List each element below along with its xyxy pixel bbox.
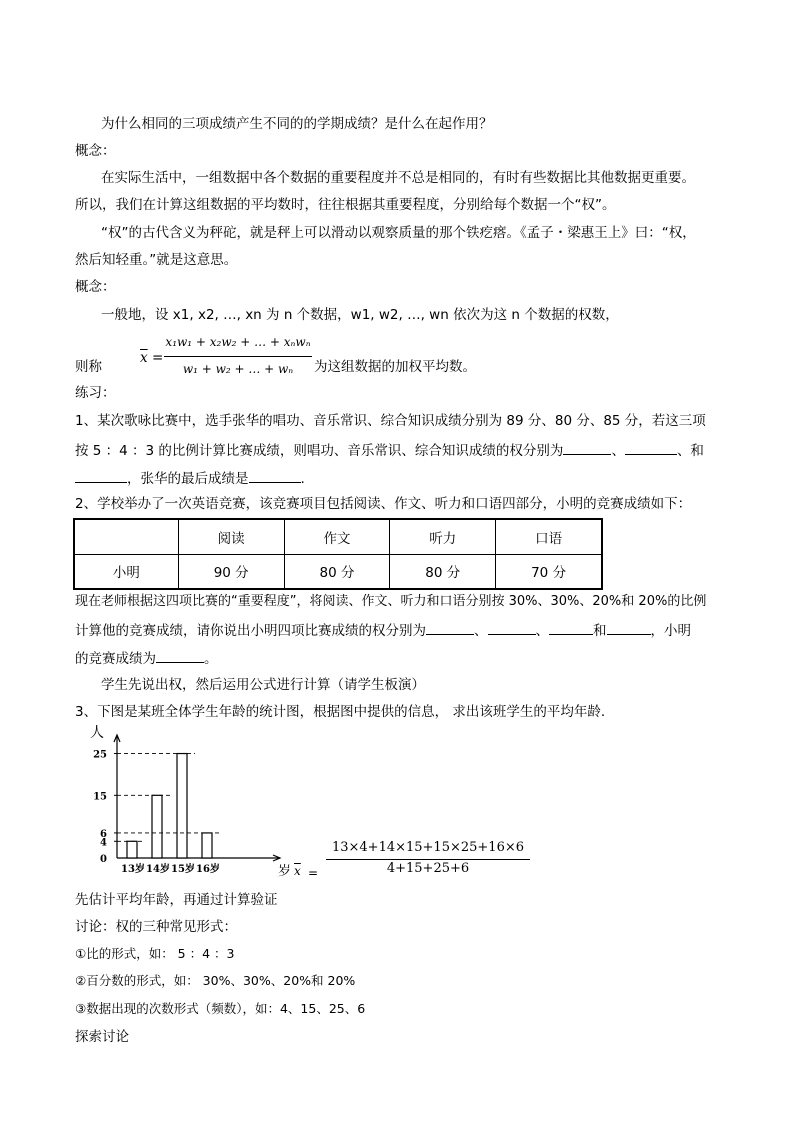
- table-header-row: [74, 519, 602, 554]
- table-row: [74, 554, 602, 589]
- question-1-line2: [75, 440, 704, 460]
- weight-form-1: ①比的形式，如： 5 ：4 ：3: [75, 946, 235, 961]
- formula-denominator: w₁ + w₂ + … + wₙ: [182, 362, 294, 376]
- question-2: 2、学校举办了一次英语竞赛，该竞赛项目包括阅读、作文、听力和口语四部分，小明的竞赛成绩如下：: [75, 496, 692, 512]
- separator: 、: [611, 443, 625, 459]
- answer-blank[interactable]: [156, 648, 204, 663]
- answer-blank[interactable]: [75, 468, 127, 483]
- answer-blank[interactable]: [563, 440, 611, 455]
- table-cell: 80 分: [390, 554, 496, 589]
- board-note: 学生先说出权，然后运用公式进行计算（请学生板演）: [101, 677, 425, 693]
- question-2-line3: [75, 620, 691, 640]
- paragraph: 一般地，设 x1, x2, …, xn 为 n 个数据，w1, w2, …, wn 依次为这 n 个数据的权数，: [101, 307, 619, 323]
- q2-end: 。: [204, 651, 218, 667]
- y-tick-label: 6: [100, 828, 107, 840]
- question-1-line3: [75, 468, 305, 488]
- q1-end: .: [300, 471, 305, 487]
- bar: [127, 841, 137, 858]
- formula-fraction-bar: [164, 356, 312, 357]
- question-1: 1、某次歌咏比赛中，选手张华的唱功、音乐常识、综合知识成绩分别为 89 分、80 分、85 分，若这三项: [75, 413, 706, 429]
- table-header: 听力: [390, 519, 496, 554]
- x-tick-label: 16岁: [196, 864, 220, 875]
- x-tick-label: 14岁: [146, 864, 170, 875]
- y-axis-label: 人: [90, 725, 104, 741]
- y-tick-label: 4: [100, 837, 107, 849]
- bar: [177, 754, 187, 858]
- bar: [152, 795, 162, 858]
- q1-text: ，张华的最后成绩是: [127, 471, 249, 487]
- weight-form-2: ②百分数的形式，如： 30%、30%、20%和 20%: [75, 973, 356, 988]
- paragraph: 在实际生活中，一组数据中各个数据的重要程度并不总是相同的，有时有些数据比其他数据更重要。: [101, 170, 695, 186]
- separator: 和: [593, 623, 607, 639]
- paragraph: 然后知轻重。”就是这意思。: [75, 252, 238, 268]
- answer-blank[interactable]: [625, 440, 677, 455]
- concept-label: 概念：: [75, 279, 116, 295]
- answer-blank[interactable]: [426, 620, 474, 635]
- q1-text: 按 5 ：4 ：3 的比例计算比赛成绩，则唱功、音乐常识、综合知识成绩的权分别为: [75, 443, 564, 459]
- explore-heading: 探索讨论: [75, 1029, 129, 1045]
- table-cell: 90 分: [178, 554, 284, 589]
- q2-text: ，小明: [650, 623, 691, 639]
- calc-denominator: 4+15+25+6: [386, 861, 470, 876]
- table-header: 作文: [284, 519, 390, 554]
- question-2-line2: 现在老师根据这四项比赛的“重要程度”，将阅读、作文、听力和口语分别按 30%、30%、20%和 20%的比例: [75, 594, 707, 609]
- question-2-line4: [75, 648, 218, 668]
- formula-suffix: 为这组数据的加权平均数。: [314, 359, 476, 375]
- y-tick-label: 15: [93, 791, 107, 803]
- concept-label: 概念：: [75, 143, 116, 159]
- q2-text: 的竞赛成绩为: [75, 651, 156, 667]
- calc-xbar: $\overline{x}$: [294, 864, 301, 878]
- x-axis-label: 岁: [278, 864, 292, 879]
- formula-equals: =: [152, 350, 164, 366]
- answer-blank[interactable]: [249, 468, 301, 483]
- paragraph: 所以，我们在计算这组数据的平均数时，往往根据其重要程度，分别给每个数据一个“权”。: [75, 197, 616, 213]
- y-tick-label: 0: [100, 854, 107, 865]
- weight-form-3: ③数据出现的次数形式（频数），如：4、15、25、6: [75, 1001, 366, 1016]
- calc-equals: =: [308, 866, 319, 880]
- paragraph: “权”的古代含义为秤砣，就是秤上可以滑动以观察质量的那个铁疙瘩。《孟子・梁惠王上》曰：“权，: [101, 225, 696, 241]
- separator: 、: [535, 623, 549, 639]
- formula-prefix: 则称: [75, 359, 102, 375]
- table-header: 阅读: [178, 519, 284, 554]
- practice-label: 练习：: [75, 385, 116, 401]
- table-header: 口语: [496, 519, 602, 554]
- q2-text: 计算他的竞赛成绩，请你说出小明四项比赛成绩的权分别为: [75, 623, 426, 639]
- table-header: [74, 519, 178, 554]
- calc-numerator: 13×4+14×15+15×25+16×6: [331, 840, 525, 855]
- separator: 、和: [676, 443, 704, 459]
- question-3: 3、下图是某班全体学生年龄的统计图，根据图中提供的信息， 求出该班学生的平均年龄.: [75, 704, 606, 720]
- x-tick-label: 13岁: [121, 864, 145, 875]
- x-tick-label: 15岁: [171, 864, 195, 875]
- bar: [202, 833, 212, 858]
- y-tick-label: 25: [93, 749, 107, 761]
- formula-xbar: $\overline{x}$: [140, 350, 148, 366]
- table-cell: 70 分: [496, 554, 602, 589]
- separator: 、: [474, 623, 488, 639]
- answer-blank[interactable]: [488, 620, 536, 635]
- estimate-note: 先估计平均年龄，再通过计算验证: [75, 892, 278, 908]
- title-question: 为什么相同的三项成绩产生不同的的学期成绩？是什么在起作用？: [101, 116, 493, 132]
- discussion-heading: 讨论：权的三种常见形式：: [75, 919, 237, 935]
- score-table: [73, 518, 603, 590]
- table-cell: 小明: [74, 554, 178, 589]
- answer-blank[interactable]: [549, 620, 593, 635]
- formula-numerator: x₁w₁ + x₂w₂ + … + xₙwₙ: [165, 335, 311, 349]
- answer-blank[interactable]: [607, 620, 651, 635]
- table-cell: 80 分: [284, 554, 390, 589]
- calc-fraction-bar: [326, 859, 530, 860]
